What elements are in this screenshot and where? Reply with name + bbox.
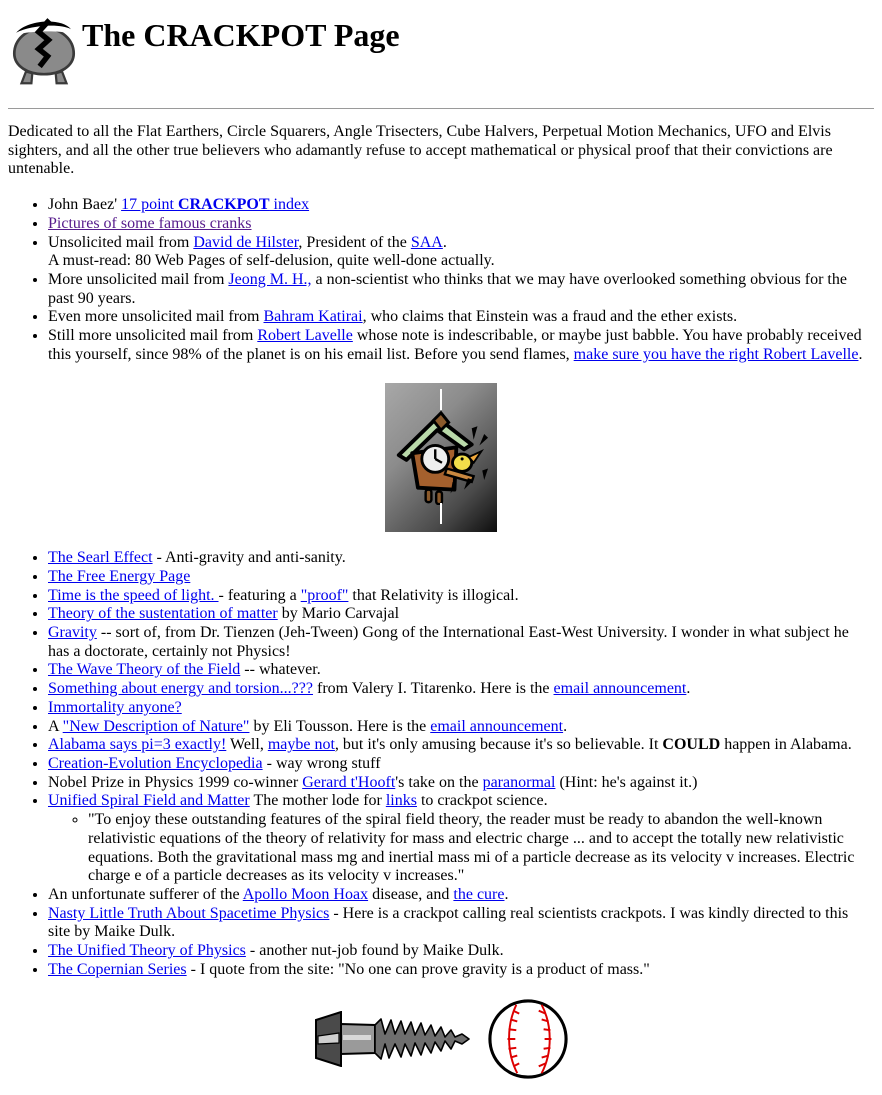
text: Nobel Prize in Physics 1999 co-winner	[48, 773, 303, 791]
list-item	[48, 215, 874, 234]
page-title: The CRACKPOT Page	[82, 17, 400, 53]
link[interactable]: links	[385, 792, 417, 810]
text: .	[442, 233, 447, 251]
list-item	[48, 755, 874, 774]
list-item	[48, 680, 874, 699]
link[interactable]: Unified Spiral Field and Matter	[48, 792, 250, 810]
image-frame	[385, 383, 497, 532]
text: whose note is indescribable, or maybe just babble. You have probably received this yourself, since 98% of the planet is on his email list. Before you send flames,	[48, 327, 862, 363]
list-item	[48, 271, 874, 308]
text: - featuring a	[218, 586, 301, 604]
list-item	[48, 587, 874, 606]
text: - another nut-job found by Maike Dulk.	[245, 942, 504, 960]
text: from Valery I. Titarenko. Here is the	[312, 680, 554, 698]
link[interactable]: The Wave Theory of the Field	[48, 661, 241, 679]
bold-link-text: CRACKPOT	[177, 196, 270, 214]
list-item	[48, 568, 874, 587]
text: More unsolicited mail from	[48, 271, 229, 289]
link[interactable]: paranormal	[482, 773, 556, 791]
text: John Baez'	[48, 196, 122, 214]
link[interactable]: Apollo Moon Hoax	[242, 886, 369, 903]
text: disease, and	[368, 886, 454, 903]
list-item	[48, 905, 874, 942]
link[interactable]: 17 point CRACKPOT index	[121, 196, 310, 214]
list-item	[48, 327, 874, 364]
text: -- whatever.	[240, 661, 321, 679]
list-item	[48, 661, 874, 680]
link[interactable]: Gravity	[48, 623, 97, 641]
text: .	[858, 345, 863, 363]
link[interactable]: Jeong M. H.,	[228, 271, 312, 289]
cuckoo-clock-image	[8, 383, 874, 532]
cracked-pot-icon	[8, 8, 80, 88]
text: - Anti-gravity and anti-sanity.	[152, 549, 346, 567]
link[interactable]: Theory of the sustentation of matter	[48, 605, 278, 623]
list-item	[48, 624, 874, 661]
link[interactable]: Creation-Evolution Encyclopedia	[48, 754, 263, 772]
text: Well,	[226, 736, 268, 754]
text: to crackpot science.	[416, 792, 548, 810]
text: that Relativity is illogical.	[348, 586, 519, 604]
crank-mail-list	[8, 196, 874, 364]
link[interactable]: Bahram Katirai	[263, 308, 363, 326]
link[interactable]: Robert Lavelle	[257, 327, 353, 345]
list-item	[48, 792, 874, 886]
link[interactable]: maybe not	[267, 736, 335, 754]
bold-text: COULD	[662, 736, 721, 754]
list-item	[48, 774, 874, 793]
text: .	[686, 680, 691, 698]
link[interactable]: Pictures of some famous cranks	[48, 214, 252, 232]
link[interactable]: Alabama says pi=3 exactly!	[48, 736, 227, 754]
list-item	[48, 718, 874, 737]
text: (Hint: he's against it.)	[555, 773, 698, 791]
text: The mother lode for	[249, 792, 386, 810]
link[interactable]: Nasty Little Truth About Spacetime Physics	[48, 904, 330, 922]
link[interactable]: the cure	[453, 886, 505, 903]
list-item	[48, 196, 874, 215]
text: , who claims that Einstein was a fraud and the ether exists.	[362, 308, 738, 326]
text: -- sort of, from Dr. Tienzen (Jeh-Tween) Gong of the International East-West University. I wonder in what subject he has a doctorate, certainly not Physics!	[48, 623, 849, 660]
link[interactable]: "New Description of Nature"	[62, 717, 250, 735]
link[interactable]: Something about energy and torsion...???	[48, 680, 313, 698]
link[interactable]: email announcement	[430, 717, 564, 735]
sub-list-item	[88, 811, 874, 886]
link[interactable]: The Unified Theory of Physics	[48, 942, 246, 960]
text: Still more unsolicited mail from	[48, 327, 258, 345]
footer-images	[8, 998, 874, 1086]
text: by Eli Tousson. Here is the	[249, 717, 431, 735]
list-item	[48, 961, 874, 980]
list-item	[48, 234, 874, 271]
screw-image	[313, 1011, 471, 1073]
link[interactable]: email announcement	[553, 680, 687, 698]
list-item	[48, 886, 874, 905]
intro-paragraph: Dedicated to all the Flat Earthers, Circle Squarers, Angle Trisecters, Cube Halvers, Perpetual Motion Mechanics, UFO and Elvis sighters, and all the other true believers who adamantly refuse to accept mathematical or physical proof that their convictions are untenable.	[8, 123, 833, 178]
crackpot-links-list	[8, 549, 874, 980]
text: Even more unsolicited mail from	[48, 308, 264, 326]
text: .	[504, 886, 509, 903]
list-item	[48, 699, 874, 718]
text: A must-read: 80 Web Pages of self-delusion, quite well-done actually.	[48, 252, 495, 270]
list-item	[48, 549, 874, 568]
text: "To enjoy these outstanding features of the spiral field theory, the reader must be ready to abandon the well-known relativistic equations of the theory of relativity for mass and electric charge ... and to accept the totally new relativistic equations. Both the gravitational mass mg and inertial mass mi of a particle decrease as its velocity v increases. Electric charge e of a particle decreases as its velocity v increases."	[88, 811, 855, 885]
sub-list	[48, 811, 874, 886]
list-item	[48, 605, 874, 624]
link[interactable]: "proof"	[300, 586, 349, 604]
baseball-image	[487, 998, 569, 1086]
text: - way wrong stuff	[262, 754, 381, 772]
text: A	[48, 717, 63, 735]
text: - I quote from the site: "No one can prove gravity is a product of mass."	[186, 960, 650, 978]
link[interactable]: Gerard t'Hooft	[302, 773, 396, 791]
link[interactable]: The Searl Effect	[48, 549, 153, 567]
link[interactable]: The Copernian Series	[48, 960, 187, 978]
link[interactable]: Time is the speed of light.	[48, 586, 219, 604]
text: , President of the	[298, 233, 411, 251]
list-item	[48, 942, 874, 961]
divider	[8, 108, 874, 109]
text: a non-scientist who thinks that we may have overlooked something obvious for the past 90 years.	[48, 271, 847, 307]
link[interactable]: David de Hilster	[193, 233, 299, 251]
cuckoo-clock-graphic	[393, 389, 489, 525]
text: by Mario Carvajal	[277, 605, 400, 623]
text: 's take on the	[395, 773, 483, 791]
list-item	[48, 736, 874, 755]
link[interactable]: The Free Energy Page	[48, 567, 191, 585]
link[interactable]: SAA	[410, 233, 443, 251]
link[interactable]: make sure you have the right Robert Lavelle	[573, 345, 859, 363]
page-header	[8, 8, 874, 88]
text: An unfortunate sufferer of the	[48, 886, 243, 903]
text: happen in Alabama.	[720, 736, 852, 754]
text: - Here is a crackpot calling real scientists crackpots. I was kindly directed to this site by Maike Dulk.	[48, 904, 849, 941]
link[interactable]: Immortality anyone?	[48, 698, 182, 716]
list-item	[48, 308, 874, 327]
text: .	[563, 717, 568, 735]
text: Unsolicited mail from	[48, 233, 194, 251]
text: , but it's only amusing because it's so believable. It	[334, 736, 663, 754]
